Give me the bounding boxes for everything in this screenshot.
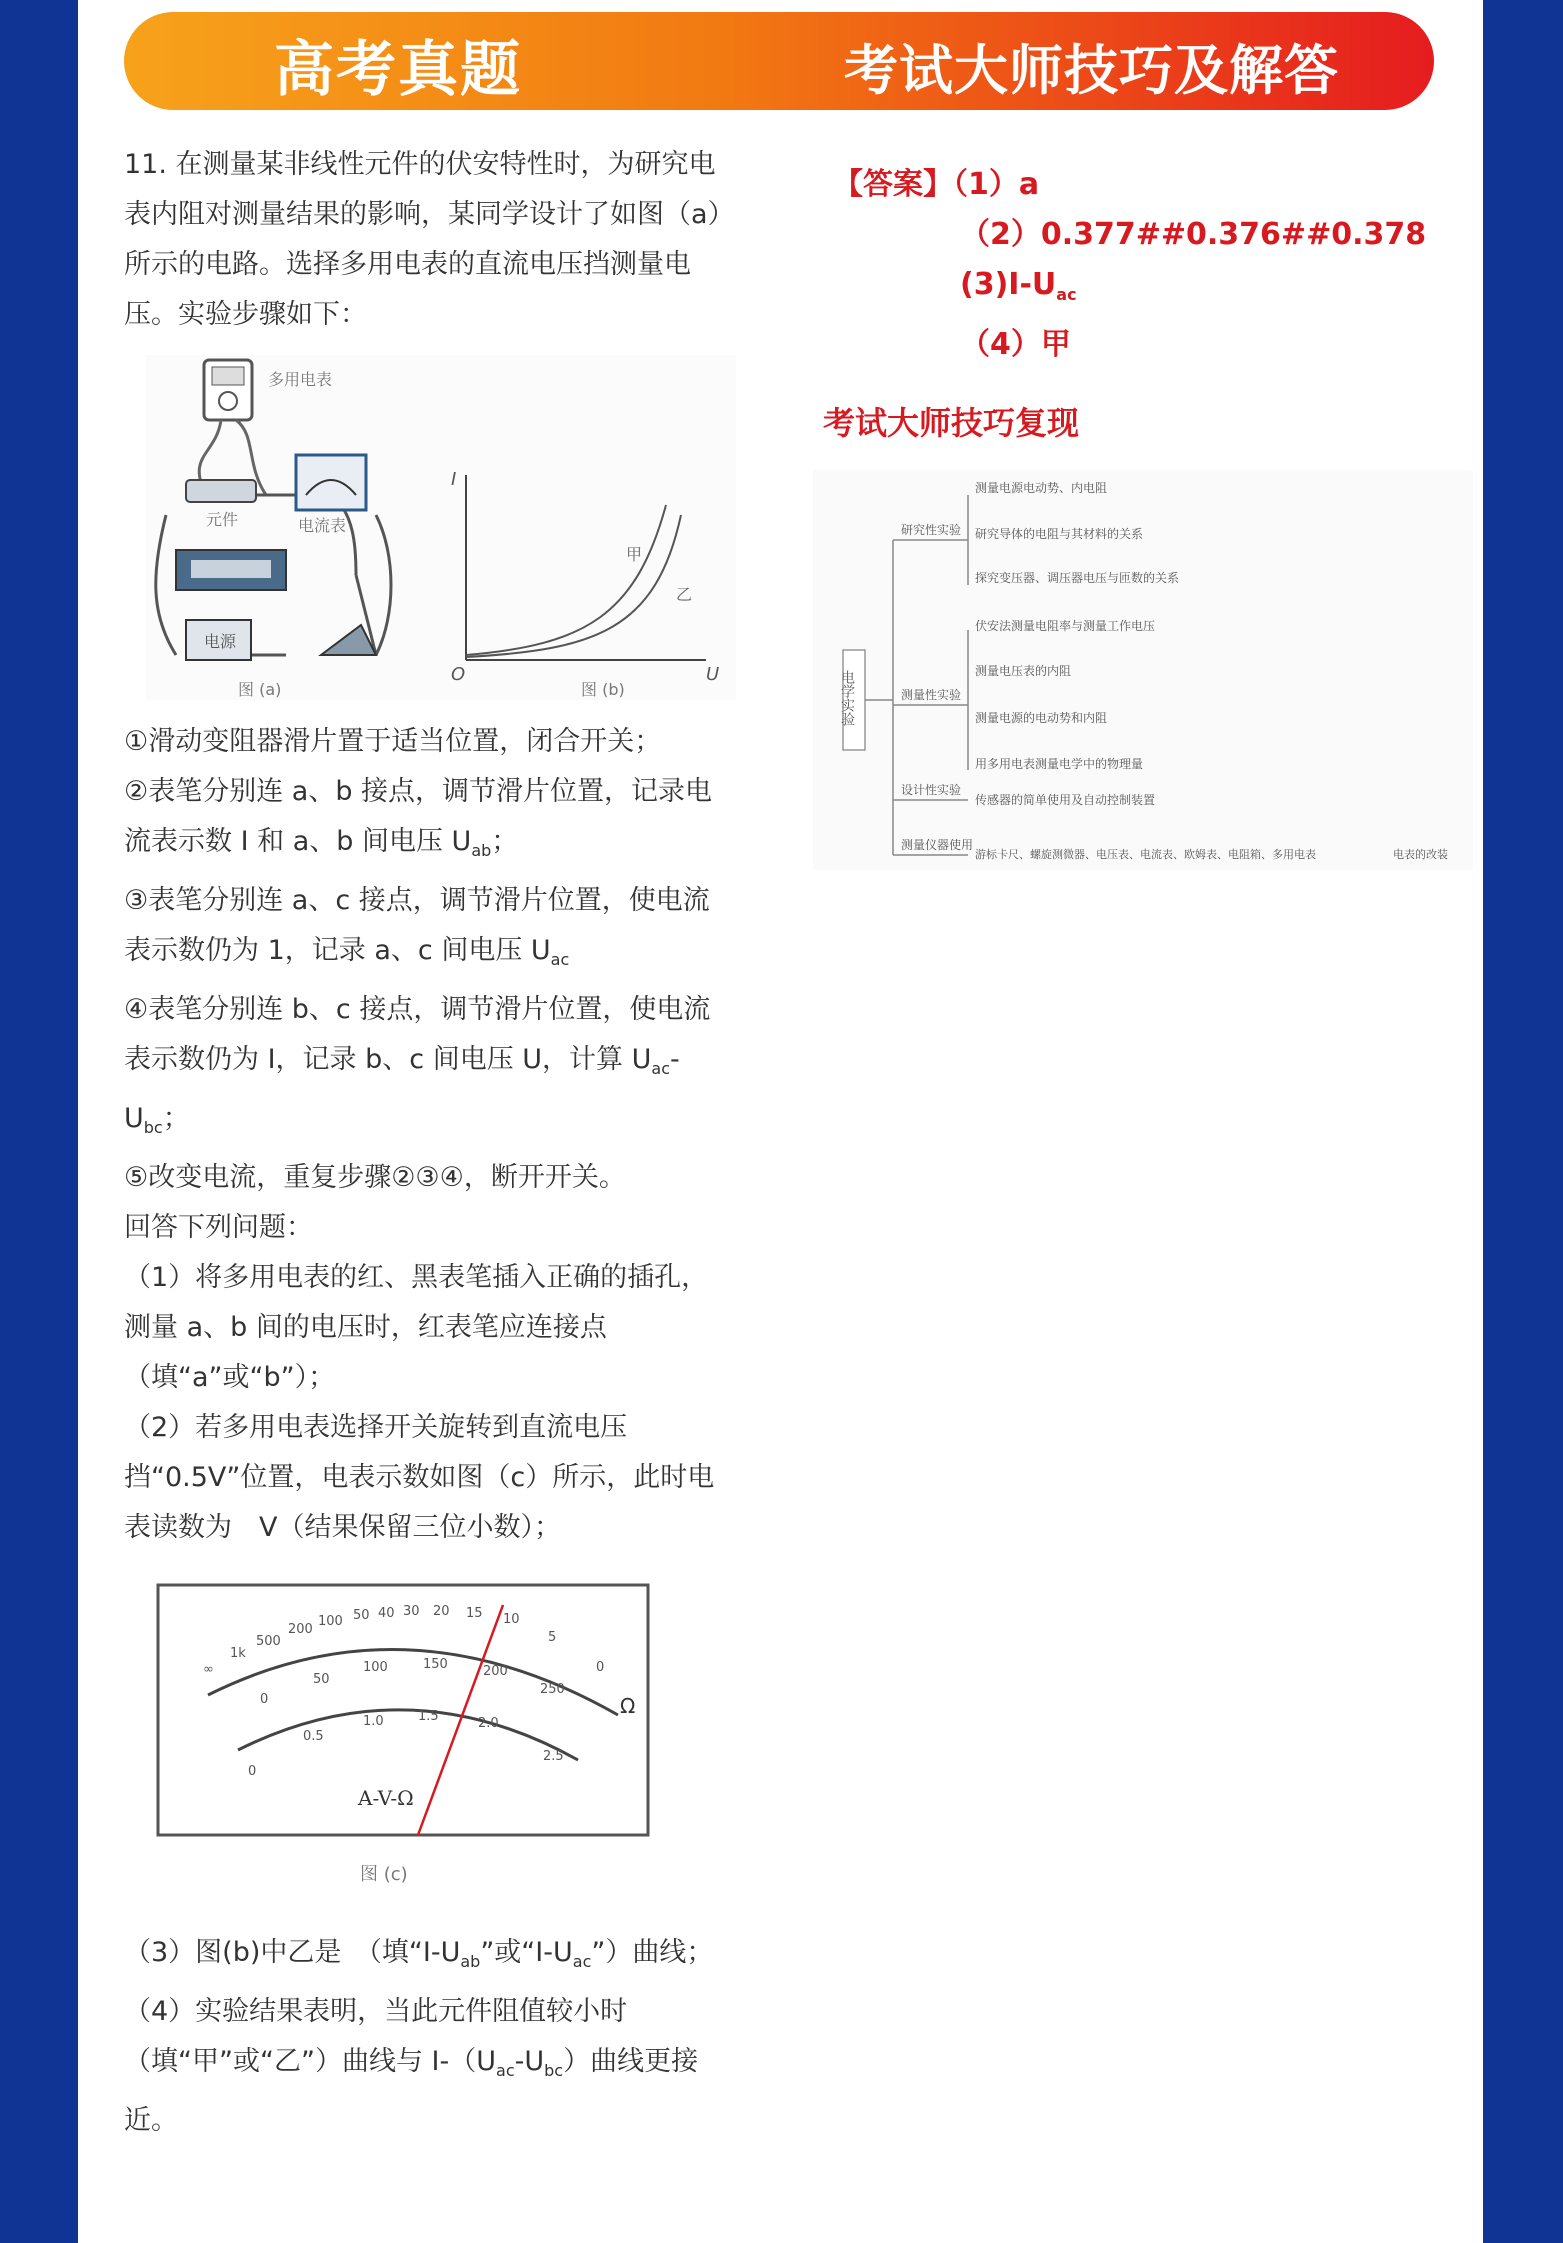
step-4-text: ④表笔分别连 b、c 接点，调节滑片位置，使电流表示数仍为 I，记录 b、c 间电压 U，计算 U [124,994,711,1075]
part-3-end: ”）曲线； [591,1937,714,1968]
meter-top-tick: 50 [353,1608,370,1623]
part-4-sub2: bc [544,2061,564,2080]
meter-bottom-tick: 2.0 [478,1716,499,1731]
meter-top-tick: ∞ [203,1662,214,1677]
meter-top-tick: 100 [318,1614,343,1629]
answer-row-1 [833,160,1426,210]
meter-ohm-symbol: Ω [620,1694,636,1718]
mindmap-leaf: 伏安法测量电阻率与测量工作电压 [975,619,1156,633]
mindmap-branch-1: 研究性实验 [901,523,962,537]
header-right-title: 考试大师技巧及解答 [844,39,1339,102]
meter-unit-label: A-V-Ω [358,1786,414,1810]
answer-label: 【答案】 [833,167,953,202]
meter-mid-tick: 150 [423,1657,448,1672]
meter-top-tick: 5 [548,1630,557,1645]
ammeter-icon [296,455,366,510]
meter-mid-tick: 50 [313,1672,330,1687]
graph-i-label: I [451,469,457,490]
question-intro [124,140,729,340]
multimeter-screen [212,367,244,385]
meter-mid-tick: 200 [483,1664,508,1679]
answer-1: （1）a [953,167,1040,202]
part-3-mid: ”或“I-U [480,1937,573,1968]
fig-a-caption: 图 (a) [238,680,282,699]
fig-c-caption: 图 (c) [360,1864,408,1885]
answer-row-3 [833,260,1426,320]
mindmap-root: 电学实验 [839,670,855,726]
step-4-sub1: ac [651,1059,670,1078]
answer-block [833,160,1426,370]
question-parts-3-4 [124,1928,729,2146]
step-1: ①滑动变阻器滑片置于适当位置，闭合开关； [124,726,662,757]
meter-top-tick: 500 [256,1634,281,1649]
fig-b-caption: 图 (b) [581,680,625,699]
element-icon [186,480,256,502]
step-2 [124,767,729,876]
graph-u-label: U [706,664,720,685]
mindmap-branch-4: 测量仪器使用 [901,838,974,852]
part-1: （1）将多用电表的红、黑表笔插入正确的插孔，测量 a、b 间的电压时，红表笔应连接点 （填“a”或“b”）； [124,1262,709,1393]
answer-3: (3)I-U [960,267,1057,302]
step-2-end: ； [491,826,519,857]
answer-3-sub: ac [1056,285,1077,304]
part-4-sub1: ac [496,2061,515,2080]
part-4-text: （4）实验结果表明，当此元件阻值较小时（填“甲”或“乙”）曲线与 I-（U [124,1996,628,2077]
part-3-sub1: ab [460,1952,481,1971]
mindmap-leaf: 游标卡尺、螺旋测微器、电压表、电流表、欧姆表、电阻箱、多用电表 [975,848,1316,861]
part-4 [124,1987,729,2146]
meter-bottom-tick: 2.5 [543,1749,564,1764]
step-3-text: ③表笔分别连 a、c 接点，调节滑片位置，使电流表示数仍为 1，记录 a、c 间电压 U [124,885,710,966]
mindmap-leaf: 探究变压器、调压器电压与匝数的关系 [975,571,1180,585]
mindmap-tail: 电表的改装 [1393,848,1448,861]
mindmap-branch-3: 设计性实验 [901,783,962,797]
mindmap-leaf: 研究导体的电阻与其材料的关系 [975,527,1144,541]
meter-mid-tick: 0 [260,1692,269,1707]
step-2-sub: ab [471,841,492,860]
mindmap-branch-2: 测量性实验 [901,688,962,702]
question-intro-text: 11. 在测量某非线性元件的伏安特性时，为研究电表内阻对测量结果的影响，某同学设计了如图（a）所示的电路。选择多用电表的直流电压挡测量电压。实验步骤如下： [124,149,722,330]
answer-2: （2）0.377##0.376##0.378 [960,217,1427,252]
step-5: ⑤改变电流，重复步骤②③④，断开开关。 [124,1162,626,1193]
meter-bottom-tick: 1.0 [363,1714,384,1729]
multimeter-label: 多用电表 [268,370,333,389]
answer-prompt: 回答下列问题： [124,1212,313,1243]
curve-yi-label: 乙 [676,585,693,604]
answer-4: （4）甲 [960,327,1071,362]
page-panel [78,0,1483,2243]
mindmap-leaf: 传感器的简单使用及自动控制装置 [975,793,1156,807]
meter-top-tick: 10 [503,1612,520,1627]
meter-top-tick: 30 [403,1604,420,1619]
question-steps [124,717,729,1553]
part-3-text: （3）图(b)中乙是 （填“I-U [124,1937,461,1968]
part-3 [124,1928,729,1987]
meter-top-tick: 40 [378,1606,395,1621]
step-3-sub: ac [550,950,570,969]
curve-jia-label: 甲 [626,545,643,564]
power-label: 电源 [204,632,237,651]
figure-a-b [146,355,736,700]
meter-top-tick: 15 [466,1606,483,1621]
meter-top-tick: 200 [288,1622,313,1637]
meter-mid-tick: 100 [363,1660,388,1675]
step-4 [124,985,729,1153]
meter-mid-tick: 250 [540,1682,565,1697]
skill-mindmap [813,470,1473,870]
figure-c-meter [148,1575,693,1895]
part-3-sub2: ac [572,1952,592,1971]
step-4-mid: -U [124,1044,680,1134]
part-4-mid: -U [514,2046,545,2077]
meter-top-tick: 0 [596,1660,605,1675]
step-2-text: ②表笔分别连 a、b 接点，调节滑片位置，记录电流表示数 I 和 a、b 间电压 U [124,776,713,857]
mindmap-leaf: 测量电压表的内阻 [975,664,1072,678]
meter-top-tick: 1k [230,1646,246,1661]
meter-top-tick: 20 [433,1604,450,1619]
meter-bottom-tick: 0 [248,1764,257,1779]
meter-bottom-tick: 0.5 [303,1729,324,1744]
mindmap-leaf: 测量电源电动势、内电阻 [975,481,1108,495]
part-2: （2）若多用电表选择开关旋转到直流电压挡“0.5V”位置，电表示数如图（c）所示，此时电表读数为 V（结果保留三位小数）； [124,1412,715,1543]
skill-section-title: 考试大师技巧复现 [823,404,1080,442]
step-4-end: ； [162,1103,190,1134]
header-left-title: 高考真题 [274,35,522,105]
element-label: 元件 [206,510,239,529]
mindmap-leaf: 用多用电表测量电学中的物理量 [975,757,1144,771]
part-4-end: ）曲线更接近。 [124,2046,699,2136]
step-3 [124,876,729,985]
header-banner [124,12,1434,110]
rheostat-coil [191,560,271,578]
step-4-sub2: bc [143,1118,163,1137]
graph-origin-label: O [451,664,466,685]
meter-bottom-tick: 1.5 [418,1709,439,1724]
mindmap-leaf: 测量电源的电动势和内阻 [975,711,1108,725]
ammeter-label: 电流表 [298,516,347,535]
